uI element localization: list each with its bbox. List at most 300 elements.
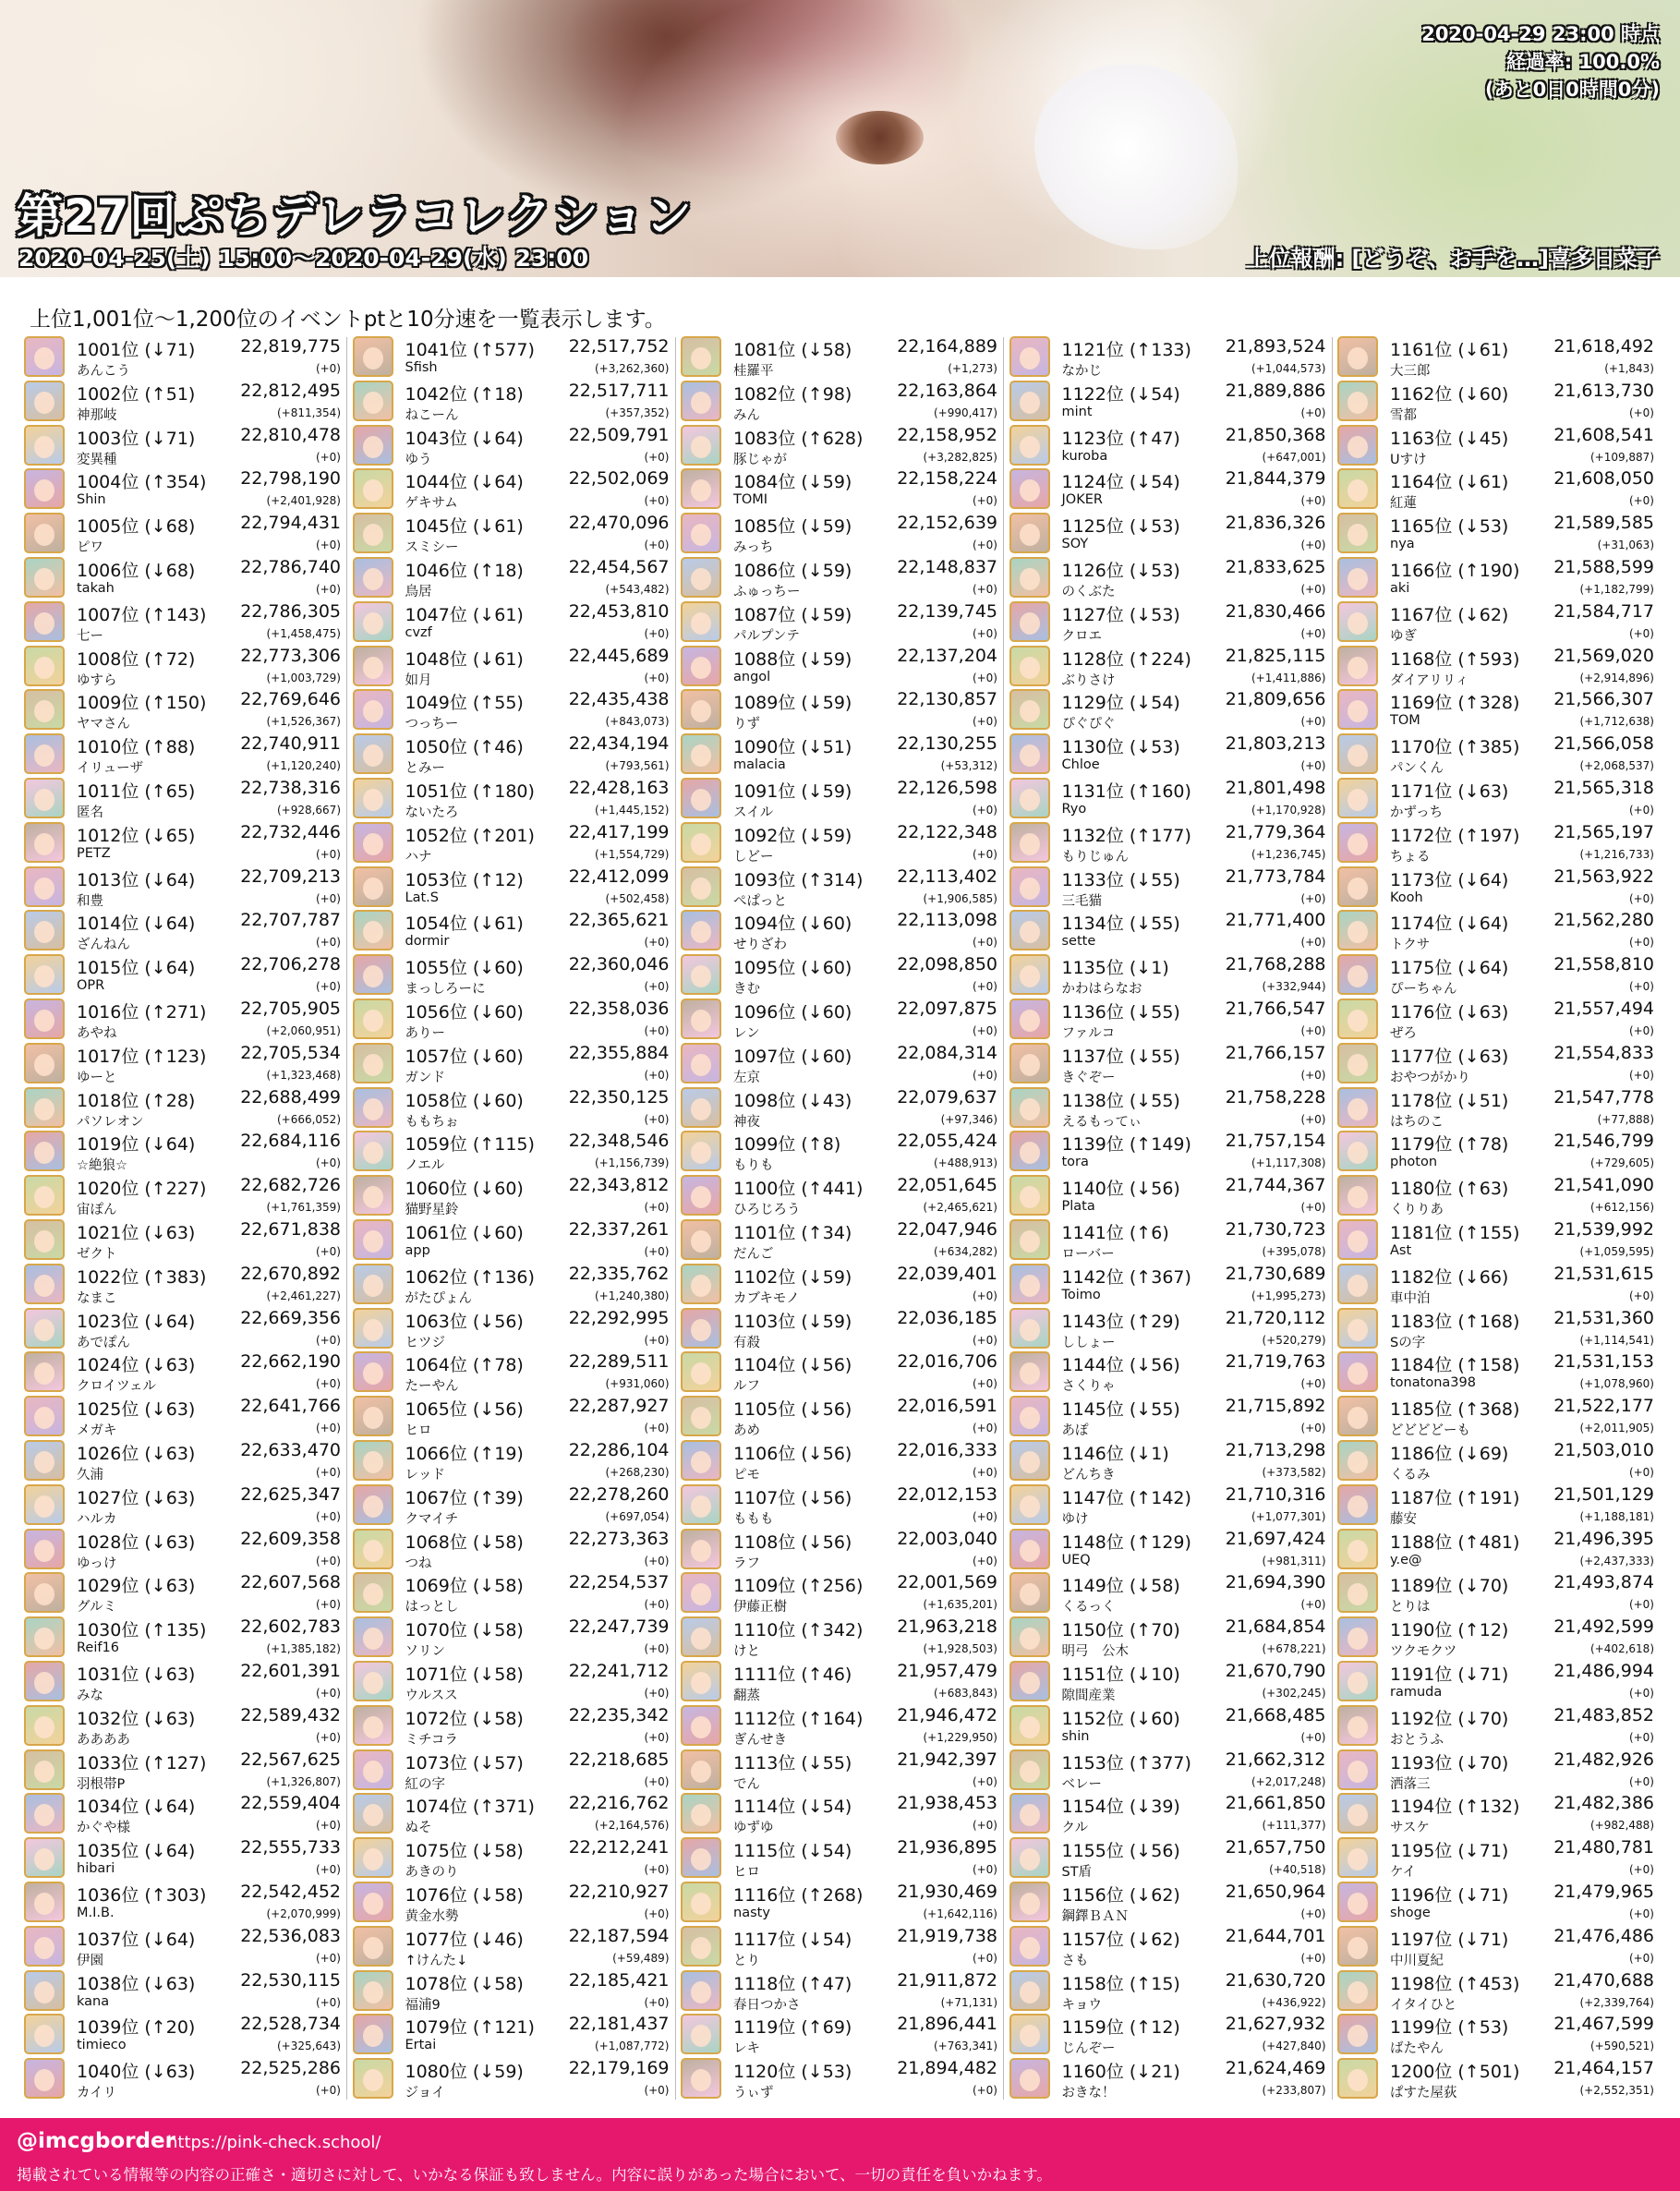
rank-label: 1095位 (↓60) <box>733 958 852 979</box>
idol-avatar-icon <box>1337 1616 1378 1657</box>
ten-minute-gain: (+0) <box>972 1554 997 1568</box>
player-name: OPR <box>77 978 105 994</box>
ten-minute-gain: (+0) <box>1628 1687 1654 1700</box>
player-name: hibari <box>77 1861 115 1877</box>
player-name: ノエル <box>405 1158 445 1174</box>
ranking-row <box>1009 1571 1326 1616</box>
player-name: Ertai <box>405 2038 437 2053</box>
idol-avatar-icon <box>24 866 65 907</box>
idol-avatar-icon <box>1009 1837 1050 1878</box>
event-points: 22,210,927 <box>568 1882 670 1902</box>
ranking-row <box>681 821 997 866</box>
ranking-row <box>24 1925 341 1969</box>
rank-label: 1012位 (↓65) <box>77 825 196 846</box>
ranking-row <box>1337 1571 1654 1616</box>
ten-minute-gain: (+0) <box>972 1819 997 1833</box>
player-name: なかじ <box>1061 364 1102 379</box>
event-points: 21,662,312 <box>1225 1749 1326 1770</box>
player-name: ぴーちゃん <box>1390 982 1457 998</box>
player-name: 明弓 公木 <box>1061 1644 1129 1660</box>
ten-minute-gain: (+0) <box>644 1333 670 1347</box>
ranking-row <box>24 1086 341 1131</box>
ten-minute-gain: (+0) <box>644 1422 670 1435</box>
player-name: うぃず <box>733 2086 774 2101</box>
event-points: 22,517,711 <box>568 380 670 401</box>
ten-minute-gain: (+0) <box>1300 1907 1326 1920</box>
ten-minute-gain: (+843,073) <box>605 715 670 729</box>
player-name: JOKER <box>1061 492 1103 508</box>
idol-avatar-icon <box>353 1396 393 1436</box>
player-name: ぱすた屋荻 <box>1390 2086 1457 2101</box>
event-points: 22,273,363 <box>568 1528 670 1549</box>
ranking-row <box>353 1042 670 1086</box>
ranking-row <box>24 424 341 468</box>
ranking-row <box>24 1350 341 1395</box>
ten-minute-gain: (+502,458) <box>605 891 670 905</box>
player-name: どどどどーも <box>1390 1423 1470 1439</box>
ranking-row <box>681 732 997 777</box>
ranking-row <box>1009 1616 1326 1660</box>
ten-minute-gain: (+1,044,573) <box>1251 362 1326 375</box>
idol-avatar-icon <box>24 1043 65 1083</box>
rank-label: 1048位 (↓61) <box>405 648 524 670</box>
ten-minute-gain: (+31,063) <box>1597 539 1654 552</box>
idol-avatar-icon <box>681 1484 721 1525</box>
rank-label: 1162位 (↓60) <box>1390 383 1509 405</box>
ranking-row <box>1337 1042 1654 1086</box>
idol-avatar-icon <box>1009 1308 1050 1349</box>
event-points: 21,773,784 <box>1225 866 1326 887</box>
ranking-list <box>24 335 1659 2104</box>
ranking-row <box>681 1660 997 1704</box>
player-name: もりじゅん <box>1061 849 1129 865</box>
ranking-row <box>1337 512 1654 556</box>
event-points: 22,625,347 <box>240 1483 341 1505</box>
rank-label: 1041位 (↑577) <box>405 340 535 360</box>
ten-minute-gain: (+0) <box>1300 406 1326 419</box>
event-points: 21,588,599 <box>1553 557 1654 577</box>
rank-label: 1071位 (↓58) <box>405 1664 524 1685</box>
idol-avatar-icon <box>1337 689 1378 730</box>
event-points: 22,707,787 <box>240 910 341 931</box>
rank-label: 1070位 (↓58) <box>405 1620 524 1641</box>
rank-label: 1044位 (↓64) <box>405 472 524 493</box>
ranking-row <box>1009 821 1326 866</box>
player-name: あめ <box>733 1423 760 1439</box>
rank-label: 1152位 (↓60) <box>1061 1708 1180 1729</box>
ranking-row <box>1337 1660 1654 1704</box>
ranking-row <box>353 1836 670 1881</box>
rank-label: 1032位 (↓63) <box>77 1708 196 1729</box>
rank-label: 1180位 (↑63) <box>1390 1179 1509 1200</box>
rank-label: 1033位 (↑127) <box>77 1752 207 1773</box>
event-points: 22,509,791 <box>568 424 670 445</box>
site-url-link[interactable]: https://pink-check.school/ <box>167 2133 381 2152</box>
event-points: 21,836,326 <box>1225 513 1326 534</box>
rank-label: 1091位 (↓59) <box>733 781 852 802</box>
event-points: 22,137,204 <box>897 645 997 666</box>
ten-minute-gain: (+634,282) <box>933 1245 997 1258</box>
idol-avatar-icon <box>24 1926 65 1967</box>
event-points: 22,051,645 <box>897 1175 997 1196</box>
rank-label: 1030位 (↑135) <box>77 1620 207 1641</box>
rank-label: 1028位 (↓63) <box>77 1531 196 1553</box>
idol-avatar-icon <box>1009 381 1050 421</box>
ten-minute-gain: (+488,913) <box>933 1156 997 1170</box>
idol-avatar-icon <box>24 1219 65 1260</box>
idol-avatar-icon <box>1337 336 1378 377</box>
idol-avatar-icon <box>24 1131 65 1171</box>
idol-avatar-icon <box>681 1793 721 1834</box>
ranking-row <box>24 1881 341 1925</box>
rank-label: 1198位 (↑453) <box>1390 1973 1520 1994</box>
ten-minute-gain: (+793,561) <box>605 759 670 773</box>
player-name: ばたやん <box>1390 2041 1444 2057</box>
rank-label: 1083位 (↑628) <box>733 428 864 449</box>
event-points: 21,566,058 <box>1553 733 1654 755</box>
ranking-row <box>353 1086 670 1131</box>
rank-label: 1183位 (↑168) <box>1390 1311 1520 1332</box>
ten-minute-gain: (+0) <box>644 1863 670 1877</box>
idol-avatar-icon <box>1009 1616 1050 1657</box>
ranking-row <box>1337 1174 1654 1218</box>
ten-minute-gain: (+40,518) <box>1269 1863 1326 1877</box>
ten-minute-gain: (+0) <box>315 1687 341 1700</box>
rank-label: 1026位 (↓63) <box>77 1444 196 1464</box>
player-name: Lat.S <box>405 890 439 905</box>
ten-minute-gain: (+1,273) <box>948 362 997 375</box>
rank-label: 1186位 (↓69) <box>1390 1444 1509 1464</box>
ten-minute-gain: (+0) <box>1628 1068 1654 1082</box>
event-points: 22,706,278 <box>240 954 341 975</box>
rank-label: 1146位 (↓1) <box>1061 1444 1169 1464</box>
ten-minute-gain: (+2,060,951) <box>266 1024 341 1037</box>
rank-label: 1089位 (↓59) <box>733 693 852 714</box>
ten-minute-gain: (+1,188,181) <box>1579 1509 1654 1523</box>
rank-label: 1129位 (↓54) <box>1061 693 1180 714</box>
ranking-row <box>24 1660 341 1704</box>
ranking-row <box>1337 335 1654 380</box>
player-name: イリューザ <box>77 761 144 777</box>
event-points: 22,348,546 <box>568 1131 670 1152</box>
ten-minute-gain: (+1,114,541) <box>1579 1333 1654 1347</box>
idol-avatar-icon <box>353 1351 393 1392</box>
ranking-row <box>24 1616 341 1660</box>
idol-avatar-icon <box>681 1661 721 1701</box>
ten-minute-gain: (+0) <box>1300 583 1326 596</box>
ten-minute-gain: (+0) <box>972 1289 997 1302</box>
player-name: つっちー <box>405 717 459 732</box>
rank-label: 1003位 (↓71) <box>77 428 196 449</box>
rank-label: 1161位 (↓61) <box>1390 340 1509 360</box>
event-points: 21,644,701 <box>1225 1925 1326 1946</box>
top-reward: 上位報酬: [どうぞ、お手を…]喜多日菜子 <box>1246 246 1660 272</box>
ten-minute-gain: (+1,411,886) <box>1251 671 1326 684</box>
idol-avatar-icon <box>1337 1705 1378 1746</box>
ranking-row <box>681 1350 997 1395</box>
idol-avatar-icon <box>24 1264 65 1304</box>
player-name: じんぞー <box>1061 2041 1116 2057</box>
player-name: イタイひと <box>1390 1997 1457 2013</box>
ranking-row <box>1337 600 1654 645</box>
ten-minute-gain: (+982,488) <box>1589 1819 1654 1833</box>
ten-minute-gain: (+0) <box>972 2084 997 2098</box>
event-points: 21,565,318 <box>1553 778 1654 798</box>
ten-minute-gain: (+0) <box>1300 1024 1326 1037</box>
idol-avatar-icon <box>1337 1264 1378 1304</box>
ten-minute-gain: (+2,437,333) <box>1579 1554 1654 1568</box>
idol-avatar-icon <box>681 1087 721 1128</box>
ranking-row <box>681 645 997 689</box>
player-name: ゆっけ <box>77 1555 117 1571</box>
player-name: ぜろ <box>1390 1026 1417 1041</box>
rank-label: 1087位 (↓59) <box>733 604 852 625</box>
idol-avatar-icon <box>1009 1087 1050 1128</box>
idol-avatar-icon <box>24 2014 65 2054</box>
rank-label: 1040位 (↓63) <box>77 2062 196 2083</box>
ten-minute-gain: (+0) <box>644 1642 670 1656</box>
ten-minute-gain: (+0) <box>644 2084 670 2098</box>
rank-label: 1132位 (↑177) <box>1061 825 1191 846</box>
idol-avatar-icon <box>1009 1793 1050 1834</box>
event-points: 22,158,952 <box>897 424 997 445</box>
ten-minute-gain: (+0) <box>972 1951 997 1965</box>
rank-label: 1122位 (↓54) <box>1061 383 1180 405</box>
ten-minute-gain: (+2,461,227) <box>266 1289 341 1302</box>
rank-label: 1010位 (↑88) <box>77 737 196 758</box>
event-points: 22,528,734 <box>240 2014 341 2035</box>
player-name: みっち <box>733 540 774 556</box>
event-points: 22,559,404 <box>240 1793 341 1814</box>
list-description: 上位1,001位～1,200位のイベントptと10分速を一覧表示します。 <box>30 308 666 332</box>
idol-avatar-icon <box>1009 2014 1050 2054</box>
event-points: 22,682,726 <box>240 1175 341 1196</box>
ten-minute-gain: (+0) <box>315 539 341 552</box>
event-points: 21,618,492 <box>1553 336 1654 357</box>
rank-label: 1074位 (↑371) <box>405 1797 535 1818</box>
event-points: 21,531,153 <box>1553 1351 1654 1373</box>
idol-avatar-icon <box>353 646 393 686</box>
ranking-row <box>1009 1218 1326 1263</box>
event-points: 21,531,360 <box>1553 1307 1654 1328</box>
twitter-handle-link[interactable]: @imcgborder <box>17 2129 175 2153</box>
banner-artwork-glove <box>1034 65 1238 249</box>
rank-label: 1006位 (↓68) <box>77 561 196 581</box>
player-name: SOY <box>1061 537 1089 552</box>
ten-minute-gain: (+1,087,772) <box>595 2040 670 2053</box>
player-name: ベレー <box>1061 1776 1102 1792</box>
ten-minute-gain: (+0) <box>1628 1466 1654 1479</box>
rank-label: 1127位 (↓53) <box>1061 604 1180 625</box>
idol-avatar-icon <box>681 1351 721 1392</box>
ranking-row <box>1009 1969 1326 2014</box>
rank-label: 1088位 (↓59) <box>733 648 852 670</box>
player-name: mint <box>1061 404 1093 419</box>
event-points: 21,558,810 <box>1553 954 1654 975</box>
event-points: 22,794,431 <box>240 513 341 534</box>
idol-avatar-icon <box>353 1882 393 1922</box>
ranking-row <box>1337 1925 1654 1969</box>
rank-label: 1031位 (↓63) <box>77 1664 196 1685</box>
player-name: ダイアリリィ <box>1390 672 1469 688</box>
rank-label: 1069位 (↓58) <box>405 1576 524 1597</box>
idol-avatar-icon <box>1009 2058 1050 2099</box>
ranking-row <box>353 1395 670 1439</box>
rank-label: 1121位 (↑133) <box>1061 340 1191 360</box>
idol-avatar-icon <box>24 999 65 1039</box>
ten-minute-gain: (+427,840) <box>1262 2040 1326 2053</box>
player-name: 羽根帯P <box>77 1776 126 1792</box>
idol-avatar-icon <box>681 778 721 818</box>
event-points: 21,850,368 <box>1225 424 1326 445</box>
rank-label: 1082位 (↑98) <box>733 383 852 405</box>
idol-avatar-icon <box>681 1440 721 1481</box>
ten-minute-gain: (+0) <box>972 1068 997 1082</box>
player-name: せりざわ <box>733 938 787 953</box>
event-points: 21,496,395 <box>1553 1528 1654 1549</box>
ten-minute-gain: (+1,240,380) <box>595 1289 670 1302</box>
rank-label: 1053位 (↑12) <box>405 869 524 890</box>
idol-avatar-icon <box>1009 822 1050 863</box>
rank-label: 1154位 (↓39) <box>1061 1797 1180 1818</box>
ten-minute-gain: (+0) <box>1300 936 1326 950</box>
ten-minute-gain: (+0) <box>315 1377 341 1391</box>
ranking-row <box>353 512 670 556</box>
event-points: 21,803,213 <box>1225 733 1326 755</box>
ranking-row <box>1009 2013 1326 2057</box>
player-name: ざんねん <box>77 938 130 953</box>
event-points: 21,830,466 <box>1225 600 1326 622</box>
ten-minute-gain: (+981,311) <box>1262 1554 1326 1568</box>
ten-minute-gain: (+373,582) <box>1262 1466 1326 1479</box>
ten-minute-gain: (+520,279) <box>1262 1333 1326 1347</box>
idol-avatar-icon <box>1009 954 1050 995</box>
ten-minute-gain: (+0) <box>644 1068 670 1082</box>
idol-avatar-icon <box>1009 689 1050 730</box>
rank-label: 1118位 (↑47) <box>733 1973 852 1994</box>
player-name: 有殺 <box>733 1335 760 1350</box>
rank-label: 1011位 (↑65) <box>77 781 196 802</box>
player-name: 和豊 <box>77 893 103 909</box>
ten-minute-gain: (+0) <box>1628 626 1654 640</box>
ranking-row <box>353 688 670 732</box>
rank-label: 1061位 (↓60) <box>405 1223 524 1243</box>
ranking-row <box>1337 1969 1654 2014</box>
rank-label: 1002位 (↑51) <box>77 383 196 405</box>
ten-minute-gain: (+0) <box>315 891 341 905</box>
ten-minute-gain: (+1,216,733) <box>1579 847 1654 861</box>
idol-avatar-icon <box>353 336 393 377</box>
ranking-column <box>1009 335 1326 2104</box>
player-name: ししょー <box>1061 1335 1116 1350</box>
event-points: 21,541,090 <box>1553 1175 1654 1196</box>
player-name: Ryo <box>1061 802 1087 817</box>
rank-label: 1158位 (↑15) <box>1061 1973 1180 1994</box>
ranking-row <box>353 732 670 777</box>
ten-minute-gain: (+0) <box>644 1687 670 1700</box>
ranking-row <box>353 1218 670 1263</box>
event-points: 21,713,298 <box>1225 1440 1326 1460</box>
player-name: TOM <box>1390 713 1420 729</box>
player-name: 黄金水勢 <box>405 1909 459 1924</box>
idol-avatar-icon <box>24 1529 65 1569</box>
idol-avatar-icon <box>1009 1882 1050 1922</box>
player-name: ラフ <box>733 1555 760 1571</box>
rank-label: 1014位 (↓64) <box>77 914 196 935</box>
ranking-row <box>681 467 997 512</box>
rank-label: 1060位 (↓60) <box>405 1179 524 1200</box>
rank-label: 1187位 (↑191) <box>1390 1487 1520 1508</box>
rank-label: 1151位 (↓10) <box>1061 1664 1180 1685</box>
idol-avatar-icon <box>353 1572 393 1613</box>
player-name: まっしろーに <box>405 982 486 998</box>
event-points: 21,467,599 <box>1553 2014 1654 2035</box>
ranking-row <box>1337 1218 1654 1263</box>
banner-header <box>0 0 1680 277</box>
event-points: 22,335,762 <box>568 1263 670 1284</box>
rank-label: 1117位 (↓54) <box>733 1929 852 1950</box>
rank-label: 1112位 (↑164) <box>733 1708 864 1729</box>
event-points: 21,464,157 <box>1553 2058 1654 2079</box>
rank-label: 1059位 (↑115) <box>405 1134 535 1156</box>
event-points: 21,557,494 <box>1553 999 1654 1019</box>
rank-label: 1097位 (↓60) <box>733 1046 852 1067</box>
rank-label: 1086位 (↓59) <box>733 561 852 581</box>
player-name: tora <box>1061 1155 1089 1170</box>
player-name: メガキ <box>77 1423 117 1439</box>
ten-minute-gain: (+2,164,576) <box>595 1819 670 1833</box>
ten-minute-gain: (+325,643) <box>276 2040 341 2053</box>
ranking-row <box>353 909 670 953</box>
event-points: 22,218,685 <box>568 1749 670 1770</box>
player-name: クマイチ <box>405 1511 459 1527</box>
player-name: あきのり <box>405 1865 459 1881</box>
event-points: 22,517,752 <box>568 336 670 357</box>
ranking-row <box>1009 1086 1326 1131</box>
rank-label: 1147位 (↑142) <box>1061 1487 1191 1508</box>
event-points: 21,766,157 <box>1225 1042 1326 1063</box>
ranking-row <box>24 1307 341 1351</box>
ten-minute-gain: (+0) <box>644 1245 670 1258</box>
ranking-row <box>24 953 341 998</box>
rank-label: 1072位 (↓58) <box>405 1708 524 1729</box>
event-points: 22,016,591 <box>897 1396 997 1417</box>
rank-label: 1063位 (↓56) <box>405 1311 524 1332</box>
event-points: 21,697,424 <box>1225 1528 1326 1549</box>
event-points: 21,889,886 <box>1225 380 1326 401</box>
idol-avatar-icon <box>681 1396 721 1436</box>
rank-label: 1188位 (↑481) <box>1390 1531 1520 1553</box>
ten-minute-gain: (+77,888) <box>1597 1112 1654 1126</box>
rank-label: 1009位 (↑150) <box>77 693 207 714</box>
ten-minute-gain: (+612,156) <box>1589 1201 1654 1215</box>
rank-label: 1022位 (↑383) <box>77 1266 207 1288</box>
idol-avatar-icon <box>681 822 721 863</box>
rank-label: 1136位 (↓55) <box>1061 1002 1180 1023</box>
ten-minute-gain: (+0) <box>972 539 997 552</box>
rank-label: 1167位 (↓62) <box>1390 604 1509 625</box>
idol-avatar-icon <box>681 1749 721 1790</box>
ten-minute-gain: (+0) <box>1628 1730 1654 1744</box>
rank-label: 1105位 (↓56) <box>733 1399 852 1421</box>
idol-avatar-icon <box>353 1661 393 1701</box>
player-name: トクサ <box>1390 938 1431 953</box>
ranking-row <box>353 1307 670 1351</box>
ten-minute-gain: (+2,070,999) <box>266 1907 341 1920</box>
ten-minute-gain: (+729,605) <box>1589 1156 1654 1170</box>
ten-minute-gain: (+1,156,739) <box>595 1156 670 1170</box>
ranking-row <box>353 1483 670 1528</box>
